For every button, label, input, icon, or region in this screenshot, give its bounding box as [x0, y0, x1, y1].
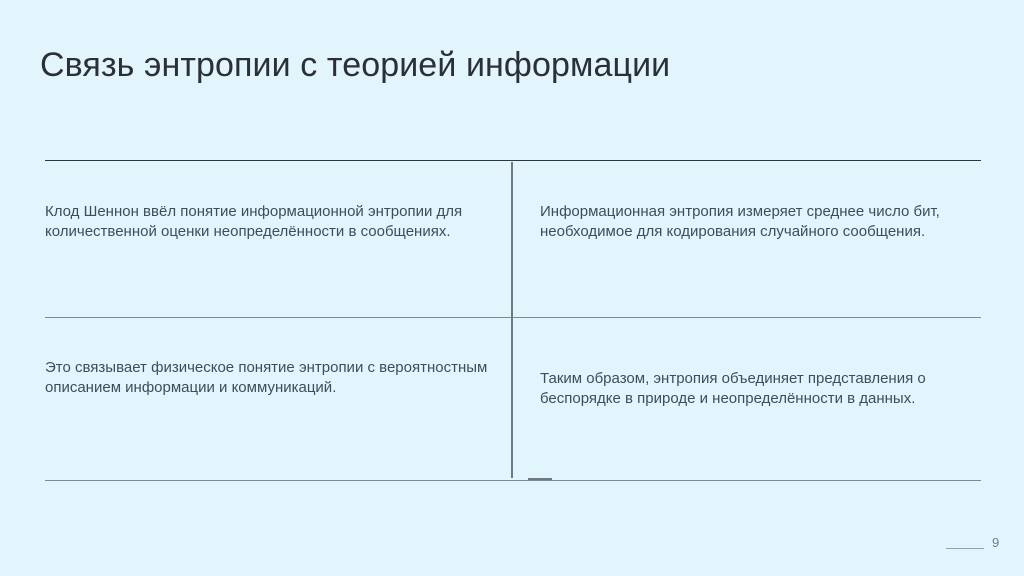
table-top-border	[45, 160, 981, 161]
table-column-divider	[511, 162, 513, 478]
table-bottom-border	[45, 480, 981, 481]
table-middle-border	[45, 317, 981, 318]
page-number: 9	[992, 535, 1000, 550]
table-cell-bottom-left: Это связывает физическое понятие энтропии с вероятностным описанием информации и коммуникаций.	[45, 359, 488, 396]
table-divider-tick	[528, 478, 552, 480]
slide-title: Связь энтропии с теорией информации	[40, 46, 671, 84]
table-cell-top-left: Клод Шеннон ввёл понятие информационной энтропии для количественной оценки неопределённости в сообщениях.	[45, 203, 463, 240]
table-cell-top-right: Информационная энтропия измеряет среднее число бит, необходимое для кодирования случайного сообщения.	[540, 203, 940, 240]
table-cell-bottom-right: Таким образом, энтропия объединяет представления о беспорядке в природе и неопределённости в данных.	[540, 370, 926, 407]
page-number-rule	[946, 548, 984, 549]
